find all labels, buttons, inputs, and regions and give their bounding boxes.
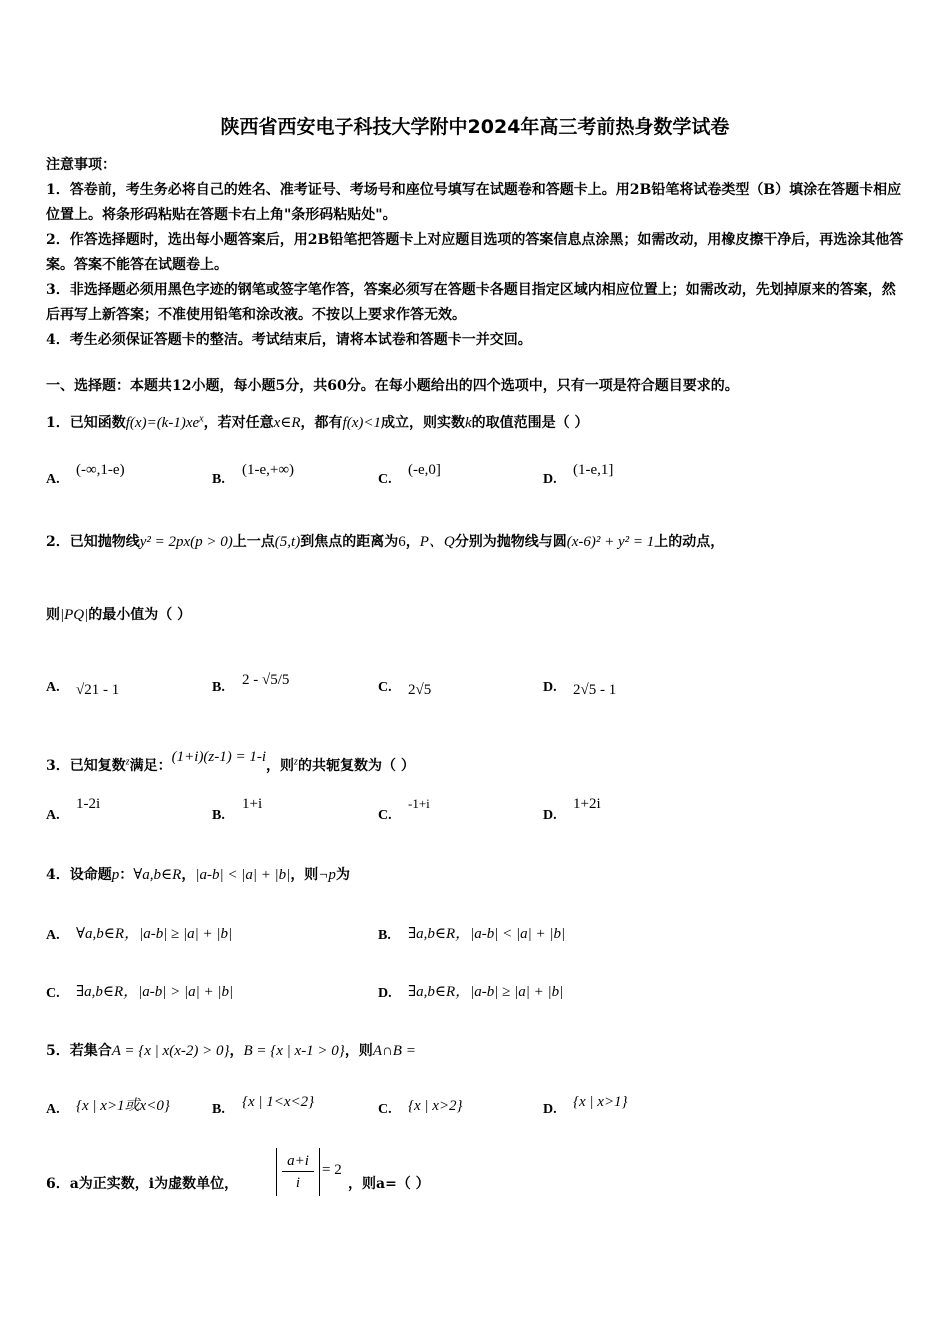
q4-text: ：: [119, 867, 134, 883]
option-value: {x | x>1}: [573, 1094, 628, 1110]
option-value: -1+i: [408, 796, 430, 811]
q6-abs-fraction: [276, 1148, 320, 1196]
q2-formula: |PQ|: [60, 607, 89, 623]
q6-denominator: i: [295, 1175, 301, 1191]
notes-item: 4．考生必须保证答题卡的整洁。考试结束后，请将本试卷和答题卡一并交回。: [46, 332, 532, 348]
question-3: [46, 749, 415, 775]
q3-text: 的共轭复数为（ ）: [297, 758, 415, 774]
q1-formula: x∈R: [273, 415, 301, 431]
q4-text: ，: [181, 867, 196, 883]
notes-block: [46, 153, 908, 353]
q4-text: ，则: [290, 867, 319, 883]
q4-text: 4．设命题: [46, 867, 112, 883]
option-label: B.: [378, 928, 391, 943]
option-value: (1-e,+∞): [242, 462, 295, 478]
q3-formula: z: [125, 756, 130, 768]
q5-text: ，则: [344, 1043, 373, 1059]
q1-text: 成立，则实数: [380, 415, 465, 431]
notes-item: 3．非选择题必须用黑色字迹的钢笔或签字笔作答，答案必须写在答题卡各题目指定区域内相应位置上；如需改动，先划掉原来的答案，然后再写上新答案；不准使用铅笔和涂改液。不按以上要求作答无效。: [46, 282, 896, 323]
q6-numerator: a+i: [282, 1151, 314, 1172]
q1-text: 1．已知函数: [46, 415, 126, 431]
option-label: D.: [543, 808, 557, 823]
q5-formula: A∩B =: [372, 1043, 416, 1059]
q5-formula: B = {x | x-1 > 0}: [243, 1043, 345, 1059]
option-value: ∃a,b∈R，|a-b| > |a| + |b|: [76, 984, 234, 1000]
option-value: (-∞,1-e): [76, 462, 125, 478]
q4-formula: ¬p: [318, 867, 336, 883]
q3-text: 3．已知复数: [46, 758, 126, 774]
option-value: √21 - 1: [76, 682, 120, 698]
page-title: 陕西省西安电子科技大学附中2024年高三考前热身数学试卷: [220, 116, 730, 138]
option-label: D.: [378, 986, 392, 1001]
q2-text: 的最小值为（ ）: [88, 607, 192, 623]
q5-formula: A = {x | x(x-2) > 0}: [111, 1043, 230, 1059]
option-label: A.: [46, 928, 60, 943]
option-label: A.: [46, 472, 60, 487]
q2-text: ，: [405, 534, 420, 550]
option-value: ∀a,b∈R，|a-b| ≥ |a| + |b|: [76, 926, 233, 942]
option-label: A.: [46, 680, 60, 695]
q2-text: 则: [46, 607, 60, 623]
option-value: (1-e,1]: [573, 462, 614, 478]
notes-heading: 注意事项：: [46, 157, 116, 173]
q6-rhs: [322, 1162, 342, 1179]
option-label: B.: [212, 808, 225, 823]
option-value: {x | x>2}: [408, 1098, 463, 1114]
q3-text: 满足：: [129, 758, 172, 774]
q4-formula: p: [111, 867, 120, 883]
option-label: B.: [212, 1102, 225, 1117]
question-1: [46, 412, 589, 432]
option-label: C.: [378, 1102, 392, 1117]
q1-formula-sup: x: [199, 413, 204, 425]
option-label: A.: [46, 1102, 60, 1117]
q3-formula: (1+i)(z-1) = 1-i: [171, 749, 267, 765]
notes-item: 2．作答选择题时，选出每小题答案后，用2B铅笔把答题卡上对应题目选项的答案信息点涂黑；如需改动，用橡皮擦干净后，再选涂其他答案。答案不能答在试题卷上。: [46, 232, 904, 273]
option-label: D.: [543, 472, 557, 487]
q1-text: ，若对任意: [203, 415, 274, 431]
q3-text: ，则: [266, 758, 295, 774]
q1-text: 的取值范围是（ ）: [471, 415, 589, 431]
option-label: D.: [543, 680, 557, 695]
q1-formula: f(x)=(k-1)xe: [125, 415, 200, 431]
q2-text: 分别为抛物线与圆: [454, 534, 567, 550]
q2-formula: P、Q: [419, 534, 455, 550]
option-value: 2√5 - 1: [573, 682, 617, 698]
q4-text: 为: [335, 867, 350, 883]
option-label: B.: [212, 472, 225, 487]
q2-formula: (5,t): [274, 534, 301, 550]
q2-formula: 6: [398, 534, 406, 550]
option-value: 1+i: [242, 796, 263, 812]
option-value: ∃a,b∈R，|a-b| < |a| + |b|: [408, 926, 566, 942]
q6-text: ，则a=（ ）: [348, 1176, 430, 1192]
section-heading: 一、选择题：本题共12小题，每小题5分，共60分。在每小题给出的四个选项中，只有一项是符合题目要求的。: [46, 378, 739, 394]
option-value: 1-2i: [76, 796, 101, 812]
q2-text: 2．已知抛物线: [46, 534, 140, 550]
question-6: [46, 1173, 238, 1193]
q6-tail: [348, 1173, 430, 1193]
q2-text: 到焦点的距离为: [300, 534, 399, 550]
q3-formula: z: [294, 756, 298, 768]
question-2: [46, 530, 724, 551]
option-value: 2√5: [408, 682, 432, 698]
q6-text: 6．a为正实数，i为虚数单位，: [46, 1176, 239, 1192]
option-value: 1+2i: [573, 796, 601, 812]
q1-text: ，都有: [300, 415, 343, 431]
q1-formula: k: [464, 415, 472, 431]
question-4: [46, 864, 350, 884]
q2-text: 上一点: [232, 534, 275, 550]
notes-item: 1．答卷前，考生务必将自己的姓名、准考证号、考场号和座位号填写在试题卷和答题卡上。用2B铅笔将试卷类型（B）填涂在答题卡相应位置上。将条形码粘贴在答题卡右上角"条形码粘贴处"。: [46, 182, 902, 223]
q2-formula: (x-6)² + y² = 1: [566, 534, 655, 550]
q4-formula: |a-b| < |a| + |b|: [195, 867, 291, 883]
option-label: C.: [378, 680, 392, 695]
option-value: {x | 1<x<2}: [242, 1094, 315, 1110]
question-5: [46, 1040, 416, 1060]
option-label: C.: [46, 986, 60, 1001]
option-value: 2 - √5/5: [242, 672, 290, 688]
option-label: D.: [543, 1102, 557, 1117]
option-label: C.: [378, 472, 392, 487]
q2-text: 上的动点，: [654, 534, 725, 550]
option-value: (-e,0]: [408, 462, 441, 478]
option-label: A.: [46, 808, 60, 823]
option-label: B.: [212, 680, 225, 695]
option-value: {x | x>1或x<0}: [76, 1098, 170, 1114]
q4-formula: ∀a,b∈R: [133, 867, 182, 883]
q5-text: ，: [229, 1043, 244, 1059]
q5-text: 5．若集合: [46, 1043, 112, 1059]
question-2-line-2: [46, 604, 191, 624]
option-label: C.: [378, 808, 392, 823]
q6-formula: = 2: [322, 1162, 342, 1178]
q2-formula: y² = 2px(p > 0): [139, 534, 233, 550]
option-value: ∃a,b∈R，|a-b| ≥ |a| + |b|: [408, 984, 564, 1000]
q1-formula: f(x)<1: [342, 415, 381, 431]
